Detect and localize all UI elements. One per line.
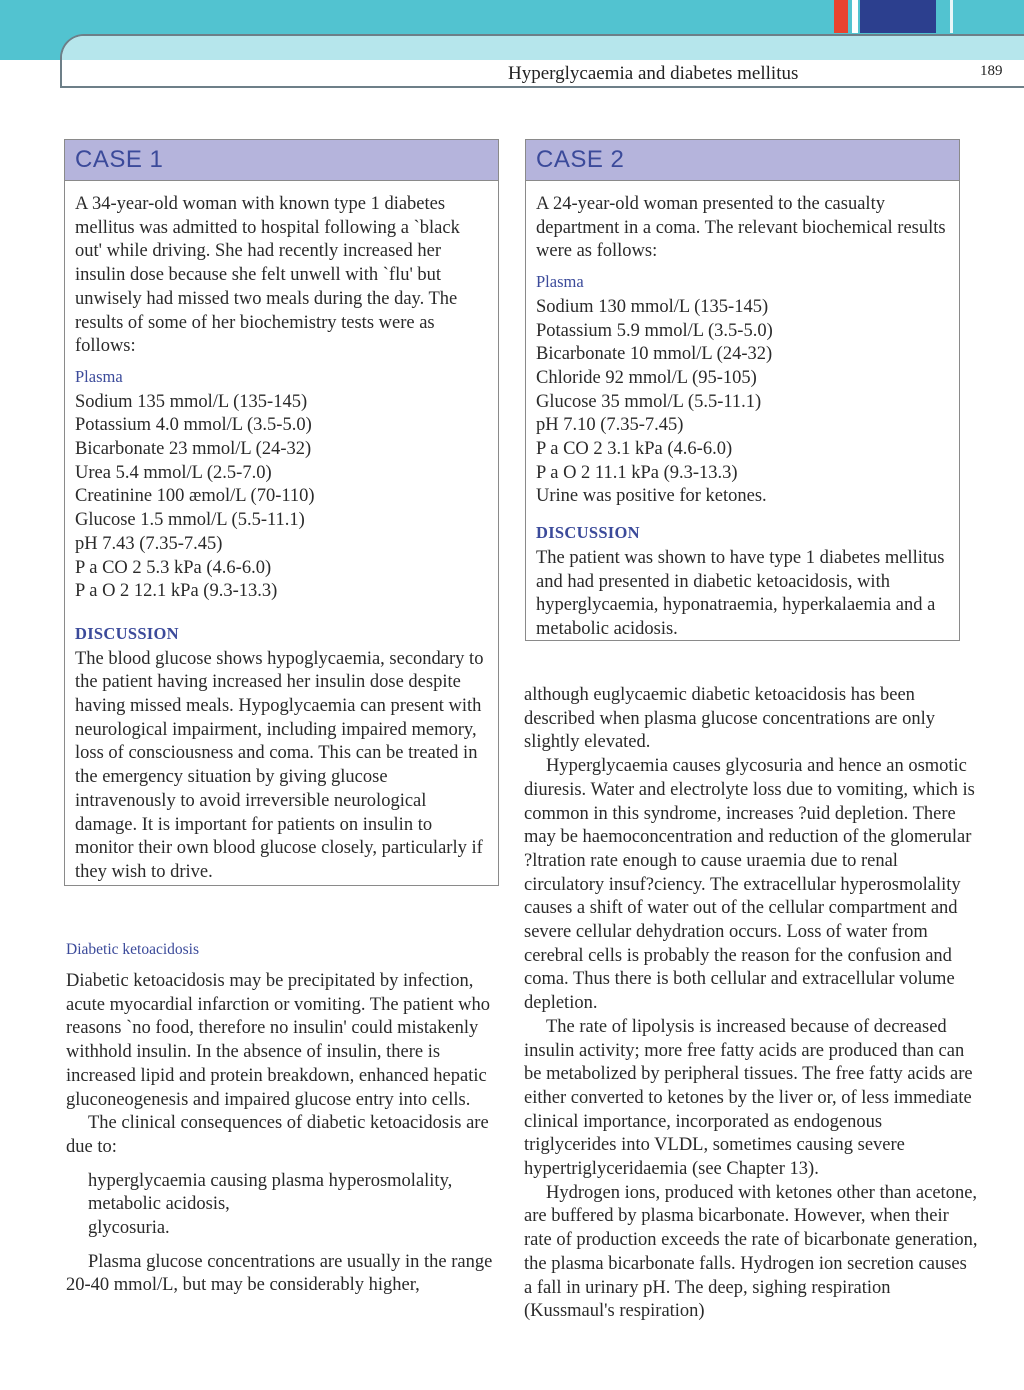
page-number: 189 (980, 63, 1003, 79)
section-heading-diabetic-ketoacidosis: Diabetic ketoacidosis (66, 941, 199, 958)
case-1-body (65, 181, 498, 885)
lab-result: P a CO 2 3.1 kPa (4.6-6.0) (536, 439, 733, 460)
case-2-discussion: The patient was shown to have type 1 diabetes mellitus and had presented in diabetic ketoacidosis, with hyperglycaemia, hyponatraemia, hyperkalaemia and a metabolic acidosis. (536, 547, 945, 639)
lab-result: Potassium 5.9 mmol/L (3.5-5.0) (536, 320, 773, 341)
case-2-plasma-label: Plasma (536, 272, 584, 292)
lab-result: Chloride 92 mmol/L (95-105) (536, 367, 757, 388)
header-accent-red (834, 0, 848, 33)
case-2-title: CASE 2 (526, 140, 959, 181)
list-item: glycosuria. (88, 1218, 170, 1239)
lab-result: P a O 2 11.1 kPa (9.3-13.3) (536, 462, 738, 483)
case-1-discussion: The blood glucose shows hypoglycaemia, secondary to the patient having increased her insulin dose despite having missed meals. Hypoglycaemia can present with neurological impairment, including impaired memory, loss of consciousness and coma. This can be treated in the emergency situation by giving glucose intravenously to avoid irreversible neurological damage. It is important for patients on insulin to monitor their own blood glucose closely, particularly if they wish to drive. (75, 648, 484, 882)
case-1-discussion-label: DISCUSSION (75, 623, 179, 643)
case-2-box (525, 139, 960, 641)
case-2-intro: A 24-year-old woman presented to the casualty department in a coma. The relevant biochemical results were as follows: (536, 194, 946, 262)
right-column-text (524, 684, 979, 1324)
case-1-plasma-label: Plasma (75, 366, 123, 386)
lab-result: pH 7.10 (7.35-7.45) (536, 415, 684, 436)
lab-result: Bicarbonate 10 mmol/L (24-32) (536, 344, 773, 365)
case-1-title: CASE 1 (65, 140, 498, 181)
lab-result: Sodium 130 mmol/L (135-145) (536, 296, 769, 317)
case-1-intro: A 34-year-old woman with known type 1 diabetes mellitus was admitted to hospital following a `black out' while driving. She had recently increased her insulin dose because she felt unwell with `flu' but unwisely had missed two meals during the day. The results of some of her biochemistry tests were as follows: (75, 194, 460, 357)
left-column-text (66, 970, 506, 1298)
lab-result: Creatinine 100 æmol/L (70-110) (75, 486, 315, 507)
case-2-discussion-label: DISCUSSION (536, 523, 640, 543)
paragraph: Hyperglycaemia causes glycosuria and hence an osmotic diuresis. Water and electrolyte loss due to vomiting, which is common in this syndrome, increases ?uid depletion. There may be haemoconcentration and reduction of the glomerular ?ltration rate enough to cause uraemia due to renal circulatory insuf?ciency. The extracellular hyperosmolality causes a shift of water out of the cellular compartment and severe cellular dehydration occurs. Loss of water from cerebral cells is probably the reason for the confusion and coma. Thus there is both cellular and extracellular volume depletion. (524, 756, 975, 1014)
lab-result: Glucose 1.5 mmol/L (5.5-11.1) (75, 510, 305, 531)
running-title: Hyperglycaemia and diabetes mellitus (508, 63, 799, 84)
header-accent-navy (860, 0, 936, 33)
lab-result: P a CO 2 5.3 kPa (4.6-6.0) (75, 557, 272, 578)
lab-result: Bicarbonate 23 mmol/L (24-32) (75, 439, 312, 460)
lab-result: Sodium 135 mmol/L (135-145) (75, 391, 308, 412)
list-item: metabolic acidosis, (88, 1194, 230, 1215)
header-accent-white (852, 0, 858, 33)
lab-result: Urea 5.4 mmol/L (2.5-7.0) (75, 462, 272, 483)
list-item: hyperglycaemia causing plasma hyperosmolality, (88, 1170, 453, 1191)
lab-result: pH 7.43 (7.35-7.45) (75, 533, 223, 554)
paragraph: Diabetic ketoacidosis may be precipitated by infection, acute myocardial infarction or vomiting. The patient who reasons `no food, therefore no insulin' could mistakenly withhold insulin. In the absence of insulin, there is increased lipid and protein breakdown, enhanced hepatic gluconeogenesis and impaired glucose entry into cells. (66, 971, 491, 1110)
case-2-body (526, 181, 959, 642)
lab-result: Glucose 35 mmol/L (5.5-11.1) (536, 391, 762, 412)
paragraph: Plasma glucose concentrations are usually in the range 20-40 mmol/L, but may be considerably higher, (66, 1251, 493, 1296)
paragraph: although euglycaemic diabetic ketoacidosis has been described when plasma glucose concentrations are only slightly elevated. (524, 685, 935, 753)
paragraph: Hydrogen ions, produced with ketones other than acetone, are buffered by plasma bicarbonate. However, when their rate of production exceeds the rate of bicarbonate generation, the plasma bicarbonate falls. Hydrogen ion secretion causes a fall in urinary pH. The deep, sighing respiration (Kussmaul's respiration) (524, 1182, 978, 1322)
case-2-results (536, 296, 949, 509)
lab-result: Urine was positive for ketones. (536, 486, 767, 507)
case-1-results (75, 391, 488, 604)
paragraph: The rate of lipolysis is increased because of decreased insulin activity; more free fatty acids are produced than can be metabolized by peripheral tissues. The free fatty acids are either converted to ketones by the liver or, of less immediate clinical importance, incorporated as endogenous triglycerides into VLDL, sometimes causing severe hypertriglyceridaemia (see Chapter 13). (524, 1016, 973, 1180)
lab-result: P a O 2 12.1 kPa (9.3-13.3) (75, 581, 278, 602)
paragraph: The clinical consequences of diabetic ketoacidosis are due to: (66, 1113, 489, 1157)
header-tint (62, 36, 1024, 60)
case-1-box (64, 139, 499, 886)
header-accent-line (950, 0, 953, 33)
consequences-list (88, 1170, 506, 1241)
lab-result: Potassium 4.0 mmol/L (3.5-5.0) (75, 415, 312, 436)
